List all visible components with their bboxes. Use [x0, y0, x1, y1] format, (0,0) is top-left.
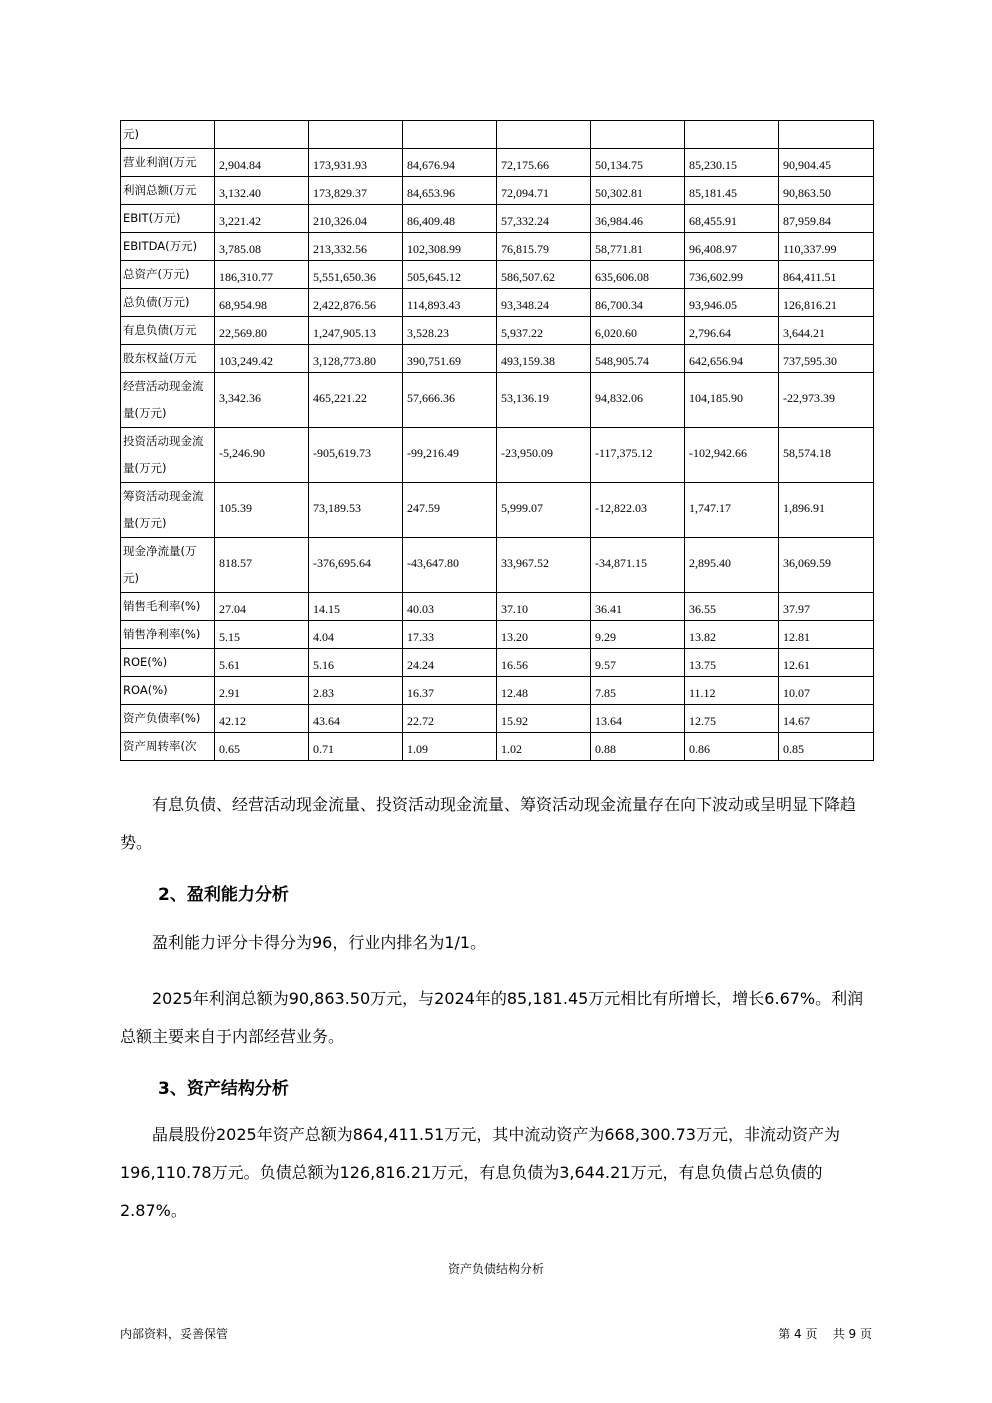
table-cell: 14.67: [779, 705, 874, 733]
table-cell: -5,246.90: [215, 428, 309, 483]
table-cell: 43.64: [309, 705, 403, 733]
table-cell: 12.61: [779, 649, 874, 677]
table-cell: 104,185.90: [685, 373, 779, 428]
table-cell: 12.75: [685, 705, 779, 733]
row-label: EBIT(万元): [121, 205, 215, 233]
table-cell: 0.65: [215, 733, 309, 761]
table-cell: 13.20: [497, 621, 591, 649]
table-cell: 7.85: [591, 677, 685, 705]
table-cell: 37.10: [497, 593, 591, 621]
row-label: 元): [121, 121, 215, 149]
table-cell: 0.85: [779, 733, 874, 761]
table-cell: 76,815.79: [497, 233, 591, 261]
table-cell: 5.15: [215, 621, 309, 649]
table-cell: 1,747.17: [685, 483, 779, 538]
table-cell: 50,134.75: [591, 149, 685, 177]
table-cell: [779, 121, 874, 149]
row-label: 营业利润(万元: [121, 149, 215, 177]
table-cell: 642,656.94: [685, 345, 779, 373]
row-label: 总负债(万元): [121, 289, 215, 317]
table-cell: 42.12: [215, 705, 309, 733]
table-cell: 5,937.22: [497, 317, 591, 345]
table-cell: 5,551,650.36: [309, 261, 403, 289]
table-cell: 16.37: [403, 677, 497, 705]
row-label: 筹资活动现金流量(万元): [121, 483, 215, 538]
page-number: 第 4 页 共 9 页: [778, 1327, 872, 1341]
row-label: 利润总额(万元: [121, 177, 215, 205]
table-cell: 635,606.08: [591, 261, 685, 289]
table-cell: 93,348.24: [497, 289, 591, 317]
table-cell: 33,967.52: [497, 538, 591, 593]
table-cell: 1.02: [497, 733, 591, 761]
table-row: [121, 205, 874, 233]
table-cell: 9.29: [591, 621, 685, 649]
table-cell: 3,221.42: [215, 205, 309, 233]
table-cell: [215, 121, 309, 149]
table-cell: [591, 121, 685, 149]
table-cell: 27.04: [215, 593, 309, 621]
table-cell: 93,946.05: [685, 289, 779, 317]
table-cell: 736,602.99: [685, 261, 779, 289]
table-cell: 2,904.84: [215, 149, 309, 177]
table-cell: 36,984.46: [591, 205, 685, 233]
table-row: [121, 289, 874, 317]
table-cell: 22,569.80: [215, 317, 309, 345]
row-label: 有息负债(万元: [121, 317, 215, 345]
table-cell: -34,871.15: [591, 538, 685, 593]
table-cell: 0.86: [685, 733, 779, 761]
table-cell: 90,904.45: [779, 149, 874, 177]
row-label: 现金净流量(万元): [121, 538, 215, 593]
table-cell: 126,816.21: [779, 289, 874, 317]
paragraph-score: 盈利能力评分卡得分为96，行业内排名为1/1。: [152, 933, 487, 952]
table-cell: 548,905.74: [591, 345, 685, 373]
table-cell: 2.83: [309, 677, 403, 705]
table-cell: 58,771.81: [591, 233, 685, 261]
table-row: [121, 593, 874, 621]
table-cell: 3,528.23: [403, 317, 497, 345]
table-cell: [403, 121, 497, 149]
table-row: [121, 317, 874, 345]
table-cell: 3,644.21: [779, 317, 874, 345]
table-cell: 11.12: [685, 677, 779, 705]
table-row: [121, 177, 874, 205]
table-cell: 818.57: [215, 538, 309, 593]
row-label: 总资产(万元): [121, 261, 215, 289]
table-cell: 3,785.08: [215, 233, 309, 261]
table-cell: 4.04: [309, 621, 403, 649]
table-cell: 84,676.94: [403, 149, 497, 177]
table-row: [121, 149, 874, 177]
row-label: EBITDA(万元): [121, 233, 215, 261]
table-cell: 173,931.93: [309, 149, 403, 177]
table-cell: -12,822.03: [591, 483, 685, 538]
table-cell: 5.16: [309, 649, 403, 677]
table-cell: 10.07: [779, 677, 874, 705]
table-row: [121, 121, 874, 149]
table-cell: 586,507.62: [497, 261, 591, 289]
table-cell: 0.71: [309, 733, 403, 761]
table-cell: 24.24: [403, 649, 497, 677]
table-cell: 114,893.43: [403, 289, 497, 317]
table-cell: 87,959.84: [779, 205, 874, 233]
row-label: ROE(%): [121, 649, 215, 677]
table-cell: 57,666.36: [403, 373, 497, 428]
table-cell: -905,619.73: [309, 428, 403, 483]
table-cell: 90,863.50: [779, 177, 874, 205]
table-cell: 96,408.97: [685, 233, 779, 261]
table-cell: 12.81: [779, 621, 874, 649]
row-label: 资产周转率(次: [121, 733, 215, 761]
table-cell: 36.41: [591, 593, 685, 621]
table-cell: -102,942.66: [685, 428, 779, 483]
table-cell: -23,950.09: [497, 428, 591, 483]
table-cell: 2.91: [215, 677, 309, 705]
table-cell: 68,954.98: [215, 289, 309, 317]
table-row: [121, 233, 874, 261]
table-row: [121, 538, 874, 593]
table-row: [121, 705, 874, 733]
table-cell: 73,189.53: [309, 483, 403, 538]
table-cell: 173,829.37: [309, 177, 403, 205]
table-row: [121, 428, 874, 483]
table-cell: 3,128,773.80: [309, 345, 403, 373]
table-cell: 53,136.19: [497, 373, 591, 428]
table-cell: 213,332.56: [309, 233, 403, 261]
table-cell: 1.09: [403, 733, 497, 761]
table-row: [121, 261, 874, 289]
row-label: 资产负债率(%): [121, 705, 215, 733]
table-cell: 0.88: [591, 733, 685, 761]
table-cell: 13.75: [685, 649, 779, 677]
table-cell: -117,375.12: [591, 428, 685, 483]
table-cell: -22,973.39: [779, 373, 874, 428]
table-cell: -376,695.64: [309, 538, 403, 593]
table-cell: 505,645.12: [403, 261, 497, 289]
table-cell: -43,647.80: [403, 538, 497, 593]
table-cell: 85,230.15: [685, 149, 779, 177]
table-cell: 210,326.04: [309, 205, 403, 233]
chart-caption: 资产负债结构分析: [447, 1262, 544, 1276]
table-row: [121, 733, 874, 761]
table-cell: 72,094.71: [497, 177, 591, 205]
table-cell: 12.48: [497, 677, 591, 705]
table-cell: [309, 121, 403, 149]
table-cell: 103,249.42: [215, 345, 309, 373]
table-row: [121, 345, 874, 373]
table-cell: 22.72: [403, 705, 497, 733]
table-cell: 3,132.40: [215, 177, 309, 205]
row-label: 销售毛利率(%): [121, 593, 215, 621]
table-cell: 37.97: [779, 593, 874, 621]
table-cell: 9.57: [591, 649, 685, 677]
table-cell: 13.64: [591, 705, 685, 733]
table-cell: 58,574.18: [779, 428, 874, 483]
table-cell: 390,751.69: [403, 345, 497, 373]
table-row: [121, 483, 874, 538]
table-cell: 40.03: [403, 593, 497, 621]
table-cell: -99,216.49: [403, 428, 497, 483]
table-cell: 36.55: [685, 593, 779, 621]
table-cell: 105.39: [215, 483, 309, 538]
table-cell: 2,796.64: [685, 317, 779, 345]
table-row: [121, 373, 874, 428]
table-cell: 16.56: [497, 649, 591, 677]
row-label: 销售净利率(%): [121, 621, 215, 649]
section-heading-asset-structure: 3、资产结构分析: [158, 1079, 289, 1099]
table-row: [121, 621, 874, 649]
table-cell: 68,455.91: [685, 205, 779, 233]
table-cell: 6,020.60: [591, 317, 685, 345]
table-cell: 110,337.99: [779, 233, 874, 261]
table-cell: [685, 121, 779, 149]
table-cell: 247.59: [403, 483, 497, 538]
table-row: [121, 677, 874, 705]
table-cell: 15.92: [497, 705, 591, 733]
table-cell: 36,069.59: [779, 538, 874, 593]
row-label: 经营活动现金流量(万元): [121, 373, 215, 428]
table-cell: 86,409.48: [403, 205, 497, 233]
paragraph-profit: 2025年利润总额为90,863.50万元，与2024年的85,181.45万元相比有所增长，增长6.67%。利润总额主要来自于内部经营业务。: [120, 989, 864, 1046]
financial-table: [120, 120, 874, 761]
table-cell: 13.82: [685, 621, 779, 649]
table-cell: 5.61: [215, 649, 309, 677]
table-cell: 50,302.81: [591, 177, 685, 205]
footer-note: 内部资料，妥善保管: [120, 1327, 229, 1341]
paragraph-assets: 晶晨股份2025年资产总额为864,411.51万元，其中流动资产为668,300.73万元，非流动资产为196,110.78万元。负债总额为126,816.21万元，有息负债为3,644.21万元，有息负债占总负债的2.87%。: [120, 1125, 840, 1220]
section-heading-profitability: 2、盈利能力分析: [158, 885, 289, 905]
table-cell: 1,896.91: [779, 483, 874, 538]
table-cell: 2,422,876.56: [309, 289, 403, 317]
table-cell: 1,247,905.13: [309, 317, 403, 345]
table-cell: 5,999.07: [497, 483, 591, 538]
table-cell: 186,310.77: [215, 261, 309, 289]
table-cell: 493,159.38: [497, 345, 591, 373]
table-cell: 94,832.06: [591, 373, 685, 428]
paragraph-trend: 有息负债、经营活动现金流量、投资活动现金流量、筹资活动现金流量存在向下波动或呈明显下降趋势。: [120, 795, 857, 852]
table-cell: 84,653.96: [403, 177, 497, 205]
table-cell: 465,221.22: [309, 373, 403, 428]
table-row: [121, 649, 874, 677]
table-cell: 864,411.51: [779, 261, 874, 289]
row-label: 股东权益(万元: [121, 345, 215, 373]
table-cell: [497, 121, 591, 149]
row-label: 投资活动现金流量(万元): [121, 428, 215, 483]
table-cell: 86,700.34: [591, 289, 685, 317]
table-cell: 85,181.45: [685, 177, 779, 205]
table-cell: 102,308.99: [403, 233, 497, 261]
table-cell: 17.33: [403, 621, 497, 649]
table-cell: 57,332.24: [497, 205, 591, 233]
table-cell: 3,342.36: [215, 373, 309, 428]
table-cell: 737,595.30: [779, 345, 874, 373]
table-cell: 2,895.40: [685, 538, 779, 593]
row-label: ROA(%): [121, 677, 215, 705]
table-cell: 14.15: [309, 593, 403, 621]
table-cell: 72,175.66: [497, 149, 591, 177]
